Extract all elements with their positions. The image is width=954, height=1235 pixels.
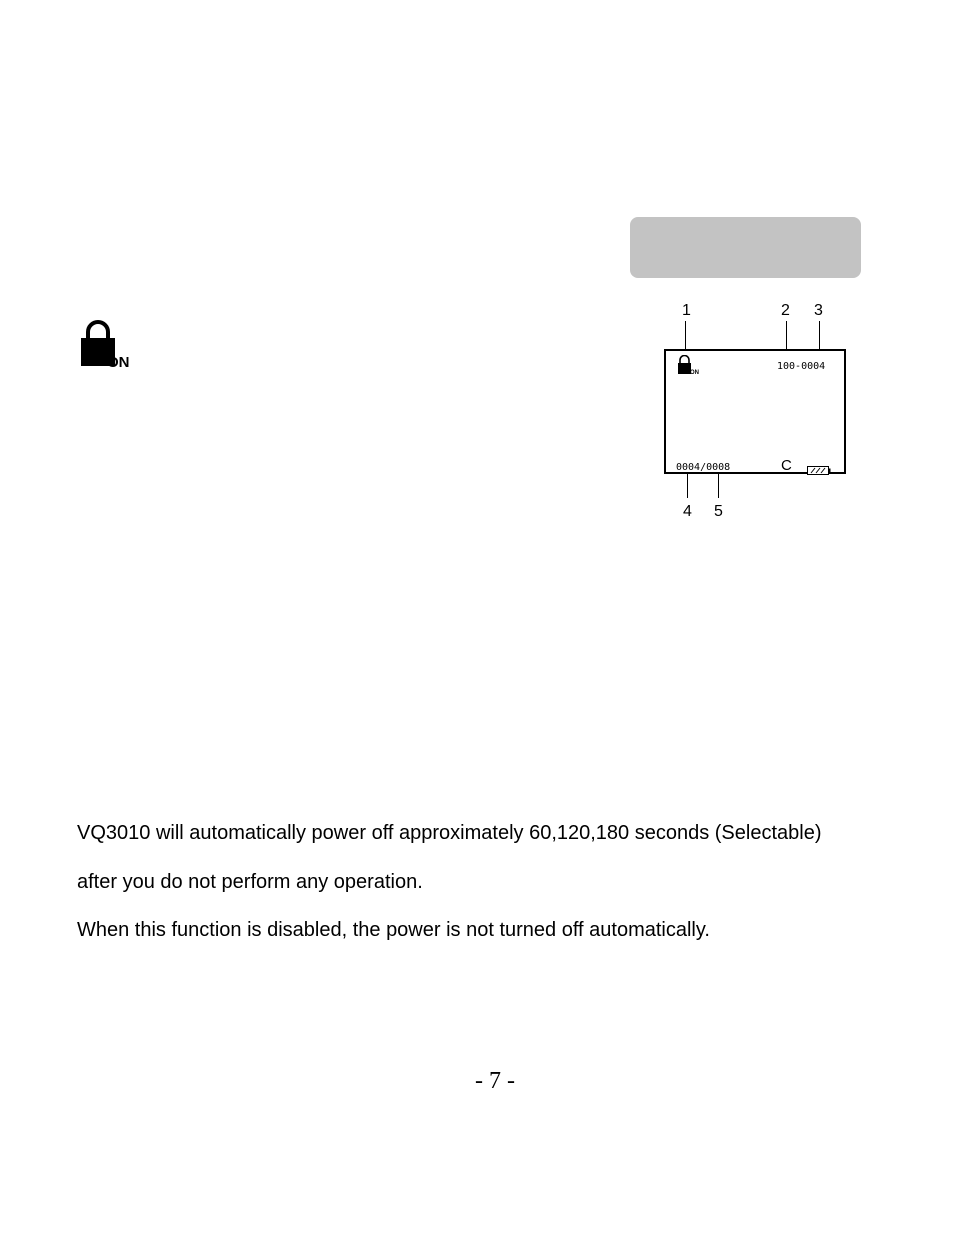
leader-line-1 xyxy=(685,321,686,349)
lcd-diagram xyxy=(663,296,853,526)
paragraph-line-1: VQ3010 will automatically power off approximately 60,120,180 seconds (Selectable) xyxy=(77,822,822,844)
lcd-screen xyxy=(664,349,846,474)
paragraph-line-2: after you do not perform any operation. xyxy=(77,871,423,893)
leader-line-5 xyxy=(718,474,719,498)
callout-1: 1 xyxy=(682,302,691,319)
leader-line-4 xyxy=(687,474,688,498)
callout-4: 4 xyxy=(683,503,692,520)
leader-line-2 xyxy=(786,321,787,349)
file-number: 100-0004 xyxy=(777,361,826,372)
callout-3: 3 xyxy=(814,302,823,319)
lcd-lock-icon xyxy=(677,355,707,375)
leader-line-3 xyxy=(819,321,820,349)
lock-on-label: ON xyxy=(107,354,130,370)
lock-on-icon xyxy=(80,320,140,370)
frame-counter: 0004/0008 xyxy=(676,462,731,473)
lcd-lock-label: ON xyxy=(690,370,699,375)
callout-5: 5 xyxy=(714,503,723,520)
callout-2: 2 xyxy=(781,302,790,319)
section-header-box xyxy=(630,217,861,278)
battery-icon xyxy=(807,462,831,471)
c-icon: C xyxy=(781,457,792,474)
paragraph-line-3: When this function is disabled, the power is not turned off automatically. xyxy=(77,919,710,941)
page-number: - 7 - xyxy=(475,1068,515,1094)
